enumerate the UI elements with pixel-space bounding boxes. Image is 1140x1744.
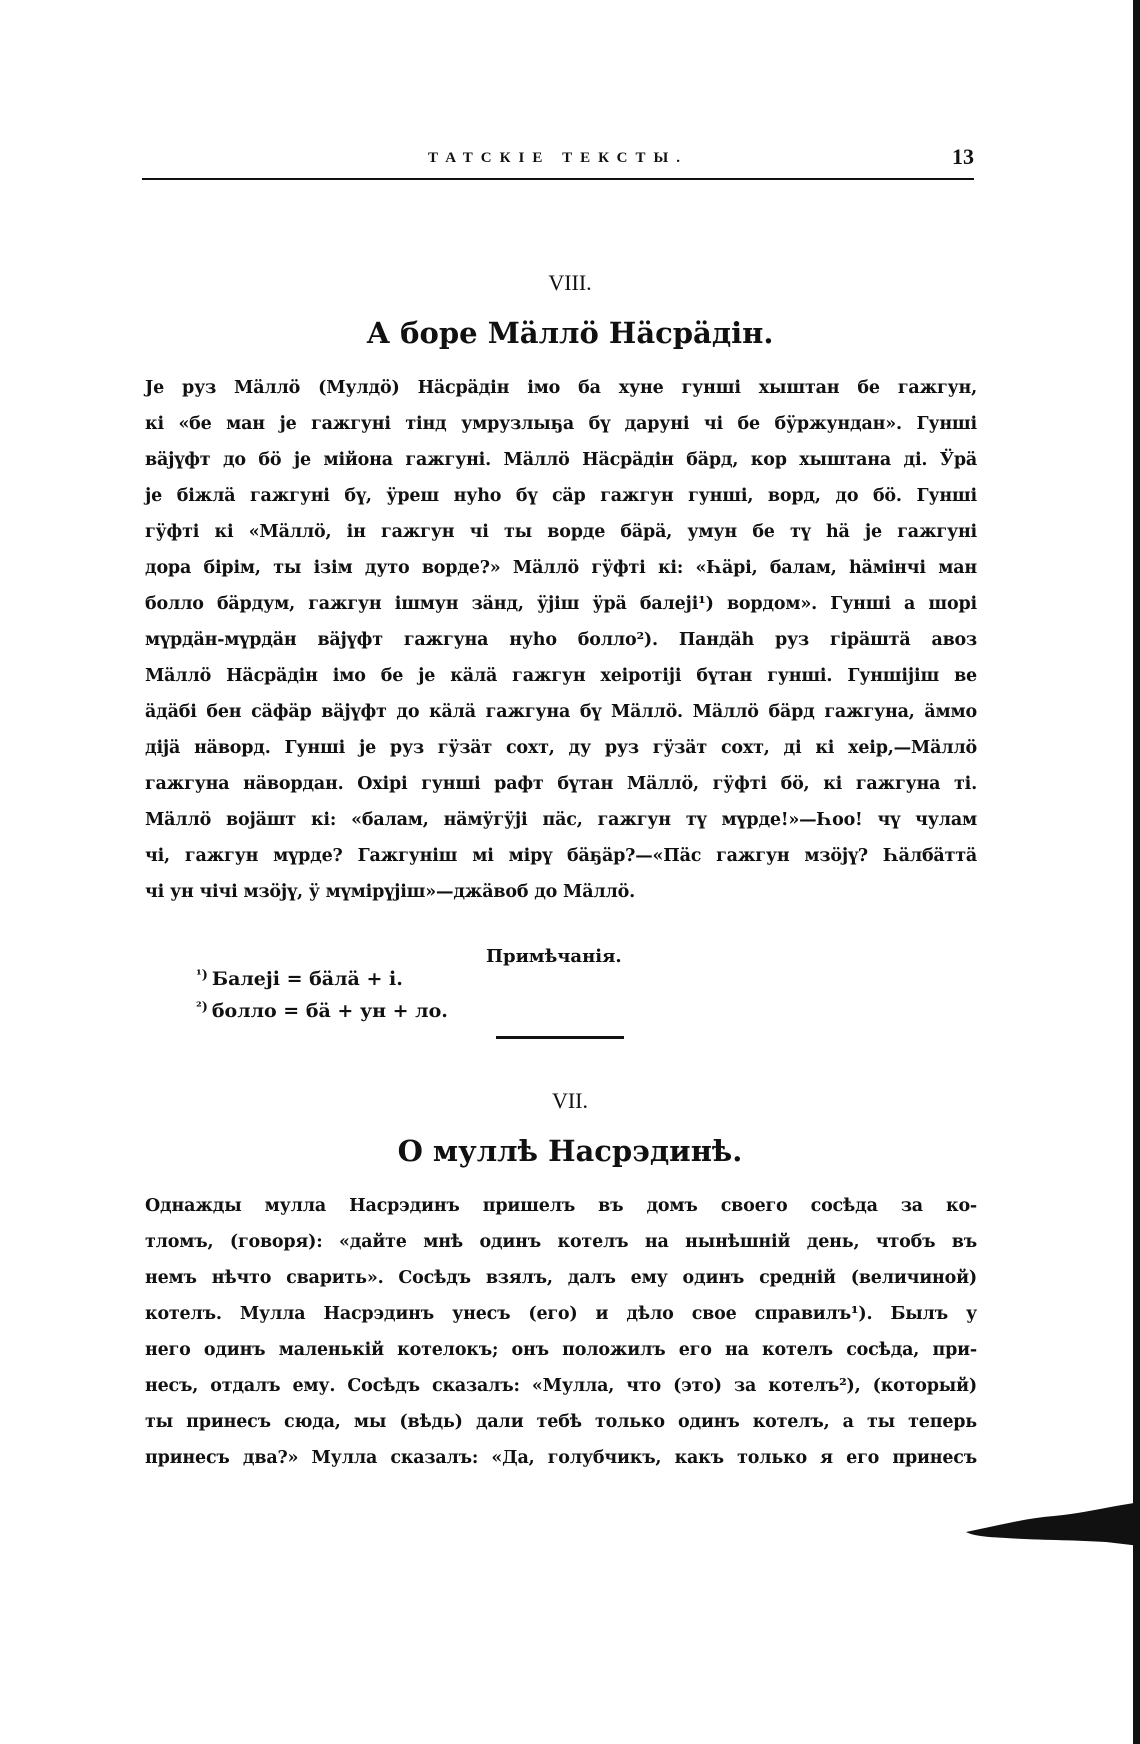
- text-line: Мӓллӧ Нӓсрӓдін імо бе је кӓлӓ гажгун хеіротіјі бүтан гунші. Гуншіјіш ве: [145, 666, 977, 686]
- running-title: ТАТСКІЕ ТЕКСТЫ.: [428, 150, 688, 166]
- tat-section-title: А боре Мӓллӧ Нӓсрӓдін.: [366, 316, 774, 350]
- text-line: Мӓллӧ војӓшт кі: «балам, нӓмӱгӱјі пӓс, гажгун тү мүрде!»—Һоо! чү чулам: [145, 810, 977, 830]
- rus-paragraph: [145, 1188, 977, 1476]
- text-line: тломъ, (говоря): «дайте мнѣ одинъ котелъ на нынѣшній день, чтобъ въ: [145, 1232, 977, 1252]
- text-line: кі «бе ман је гажгуні тінд умрузлыҕа бү даруні чі бе бӱржундан». Гунші: [145, 414, 977, 434]
- text-line: ты принесъ сюда, мы (вѣдь) дали тебѣ только одинъ котелъ, а ты теперь: [145, 1412, 977, 1432]
- scan-edge: [1133, 0, 1140, 1744]
- text-line: гӱфті кі «Мӓллӧ, ін гажгун чі ты ворде бӓрӓ, умун бе тү һӓ је гажгуні: [145, 522, 977, 542]
- text-line: гажгуна нӓвордан. Охірі гунші рафт бүтан Мӓллӧ, гӱфті бӧ, кі гажгуна ті.: [145, 774, 977, 794]
- footnote-1: [196, 968, 403, 990]
- text-line: принесъ два?» Мулла сказалъ: «Да, голубчикъ, какъ только я его принесъ: [145, 1448, 977, 1468]
- page-header: [142, 146, 974, 180]
- ink-blot: [966, 1496, 1140, 1546]
- text-line: чі, гажгун мүрде? Гажгуніш мі мірү бӓҕӓр?—«Пӓс гажгун мзӧјү? Һӓлбӓттӓ: [145, 846, 977, 866]
- tat-paragraph: [145, 370, 977, 910]
- text-line: Однажды мулла Насрэдинъ пришелъ въ домъ своего сосѣда за ко-: [145, 1196, 977, 1216]
- footnote-2: [196, 1000, 448, 1022]
- text-line: вӓјүфт до бӧ је мійона гажгуні. Мӓллӧ Нӓсрӓдін бӓрд, кор хыштана ді. Ӱрӓ: [145, 450, 977, 470]
- text-line: мүрдӓн-мүрдӓн вӓјүфт гажгуна нуһо болло²). Пандӓһ руз гірӓштӓ авоз: [145, 630, 977, 650]
- rus-section-title: О муллѣ Насрэдинѣ.: [397, 1134, 743, 1168]
- text-line: котелъ. Мулла Насрэдинъ унесъ (его) и дѣло свое справилъ¹). Былъ у: [145, 1304, 977, 1324]
- tat-section-numeral: VIII.: [548, 270, 592, 295]
- text-line: чі ун чічі мзӧјү, ӱ мүмірүјіш»—джӓвоб до Мӓллӧ.: [145, 882, 635, 902]
- text-line: је біжлӓ гажгуні бү, ӱреш нуһо бү сӓр гажгун гунші, ворд, до бӧ. Гунші: [145, 486, 977, 506]
- text-line: дора бірім, ты ізім дуто ворде?» Мӓллӧ гӱфті кі: «Һӓрі, балам, һӓмінчі ман: [145, 558, 977, 578]
- text-line: Је руз Мӓллӧ (Мулдӧ) Нӓсрӓдін імо ба хуне гунші хыштан бе гажгун,: [145, 378, 977, 398]
- text-line: ӓдӓбі бен сӓфӓр вӓјүфт до кӓлӓ гажгуна бү Мӓллӧ. Мӓллӧ бӓрд гажгуна, ӓммо: [145, 702, 977, 722]
- footnote-text: болло = бӓ + ун + ло.: [211, 1000, 448, 1022]
- rus-section-numeral: VII.: [551, 1088, 589, 1113]
- text-line: діјӓ нӓворд. Гунші је руз гӱзӓт сохт, ду руз гӱзӓт сохт, ді кі хеір,—Мӓллӧ: [145, 738, 977, 758]
- footnote-mark: ²): [196, 1000, 208, 1015]
- section-divider: [496, 1036, 624, 1039]
- notes-heading: Примѣчанія.: [486, 946, 622, 967]
- text-line: болло бӓрдум, гажгун ішмун зӓнд, ӱјіш ӱрӓ балејі¹) вордом». Гунші а шорі: [145, 594, 977, 614]
- page-number: 13: [952, 144, 974, 169]
- footnote-text: Балејі = бӓлӓ + і.: [211, 968, 403, 990]
- text-line: него одинъ маленькій котелокъ; онъ положилъ его на котелъ сосѣда, при-: [145, 1340, 977, 1360]
- text-line: несъ, отдалъ ему. Сосѣдъ сказалъ: «Мулла, что (это) за котелъ²), (который): [145, 1376, 977, 1396]
- footnote-mark: ¹): [196, 968, 208, 983]
- text-line: немъ нѣчто сварить». Сосѣдъ взялъ, далъ ему одинъ средній (величиной): [145, 1268, 977, 1288]
